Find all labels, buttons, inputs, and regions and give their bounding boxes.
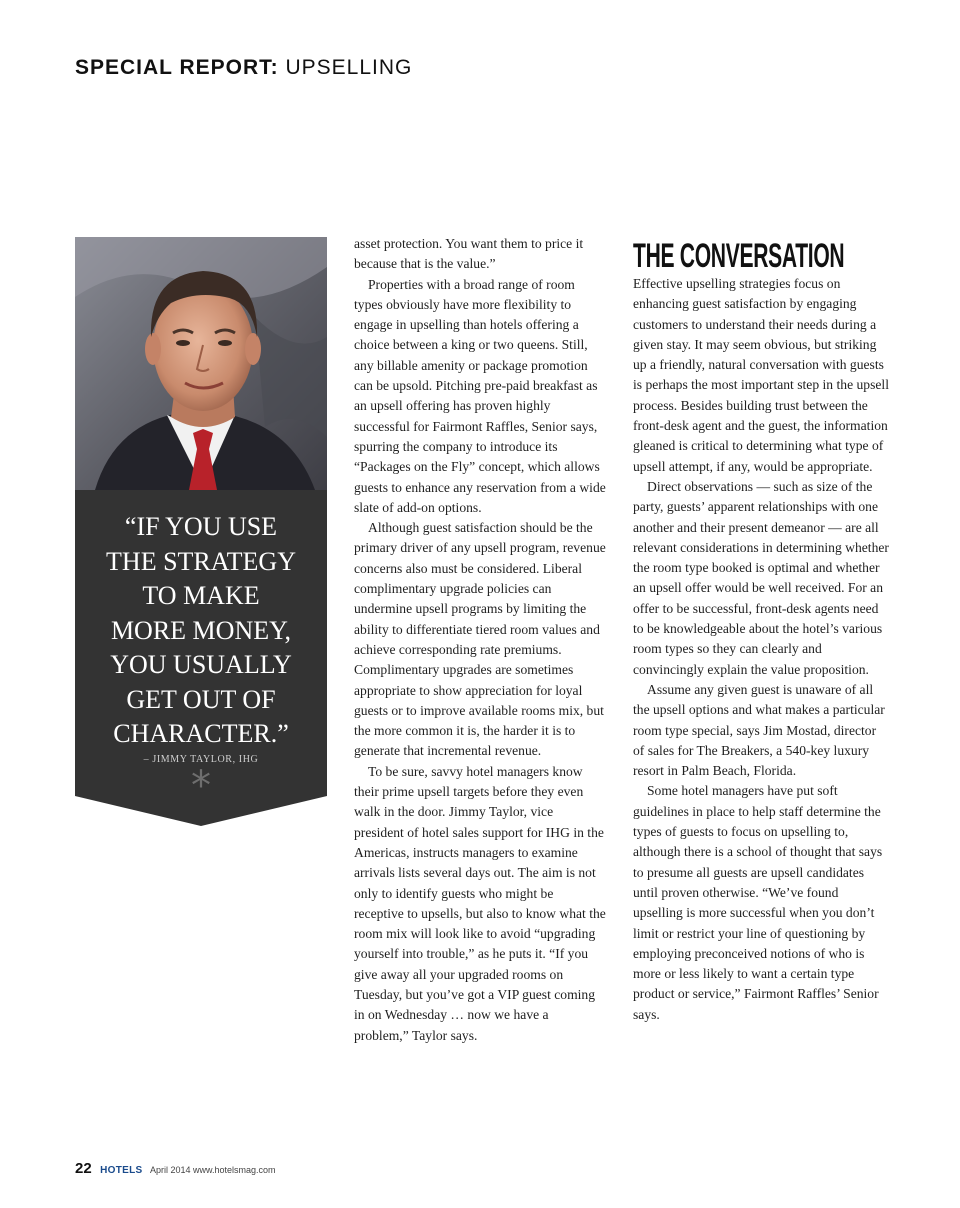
section-topic: UPSELLING [285, 56, 413, 79]
article-column-middle [354, 234, 606, 1046]
paragraph: Assume any given guest is unaware of all the upsell options and what makes a particular room type special, says Jim Mostad, director of sales for The Breakers, a 540-key luxury resort in Palm Beach, Florida. [633, 681, 885, 779]
paragraph: Direct observations — such as size of the party, guests’ apparent relationships with one another and their present demeanor — are all relevant considerations in determining whether the room type booked is optimal and whether an upsell offer would be well received. For an offer to be successful, front-desk agents need to be knowledgeable about the hotel’s various room types so they can clearly and convincingly explain the value proposition. [633, 478, 889, 677]
paragraph: Some hotel managers have put soft guidelines in place to help staff determine the types of guests to focus on upselling to, although there is a school of thought that says to presume all guests are upsell candidates until proven otherwise. “We’ve found upselling is more successful when you don’t limit or restrict your line of questioning by employing preconceived notions of who is more or less likely to want a certain type product or service,” Fairmont Raffles’ Senior says. [633, 783, 883, 1022]
quote-line: THE STRATEGY [106, 546, 296, 576]
section-header [75, 56, 412, 80]
quote-line: GET OUT OF [126, 684, 276, 714]
quote-line: TO MAKE [142, 581, 260, 610]
page-footer [75, 1160, 276, 1178]
page-number: 22 [75, 1160, 92, 1177]
asterisk-ornament-icon: * [191, 763, 211, 809]
paragraph: asset protection. You want them to price it because that is the value.” [354, 236, 584, 272]
paragraph: Properties with a broad range of room types obviously have more flexibility to engage in upselling than hotels offering a choice between a king or two queens. Still, any billable amenity or package promotion can be upsold. Pitching pre-paid breakfast as an upsell offering has proven highly successful for Fairmont Raffles, Senior says, spurring the company to introduce its “Packages on the Fly” concept, which allows guests to enhance any reservation from a wide slate of add-on options. [354, 276, 606, 515]
paragraph: Although guest satisfaction should be the primary driver of any upsell program, revenue concerns also must be considered. Liberal complimentary upgrade policies can undermine upsell programs by limiting the ability to differentiate tiered room values and achieve corresponding rate premiums. Complimentary upgrades are sometimes appropriate to show appreciation for loyal guests or to improve available rooms mix, but the more common it is, the harder it is to generate that incremental revenue. [354, 520, 606, 759]
article-column-right [633, 234, 889, 1025]
section-label: SPECIAL REPORT: [75, 56, 279, 79]
magazine-name: HOTELS [100, 1165, 143, 1176]
portrait-photo [75, 237, 327, 490]
issue-info: April 2014 www.hotelsmag.com [149, 1165, 276, 1175]
quote-attribution: – JIMMY TAYLOR, IHG [143, 754, 259, 765]
paragraph: To be sure, savvy hotel managers know their prime upsell targets before they even walk in the door. Jimmy Taylor, vice president of hotel sales support for IHG in the Americas, instructs managers to examine arrivals lists several days out. The aim is not only to identify guests who might be receptive to upsells, but also to know what the room mix will look like to avoid “upgrading yourself into trouble,” as he puts it. “If you give away all your upgraded rooms on Tuesday, but you’ve got a VIP guest coming in on Wednesday … now we have a problem,” Taylor says. [354, 763, 606, 1043]
quote-line: “IF YOU USE [124, 512, 278, 541]
quote-line: CHARACTER.” [113, 719, 289, 748]
pull-quote [75, 510, 327, 752]
section-heading: THE CONVERSATION [633, 237, 845, 275]
quote-line: YOU USUALLY [110, 650, 292, 679]
quote-line: MORE MONEY, [110, 615, 292, 645]
pull-quote-banner [75, 490, 327, 826]
paragraph: Effective upselling strategies focus on enhancing guest satisfaction by engaging customers to understand their needs during a given stay. It may seem obvious, but striking up a friendly, natural conversation with guests is perhaps the most important step in the upsell process. Besides building trust between the front-desk agent and the guest, the information gleaned is critical to determining what type of upsell attempt, if any, would be appropriate. [633, 276, 889, 474]
